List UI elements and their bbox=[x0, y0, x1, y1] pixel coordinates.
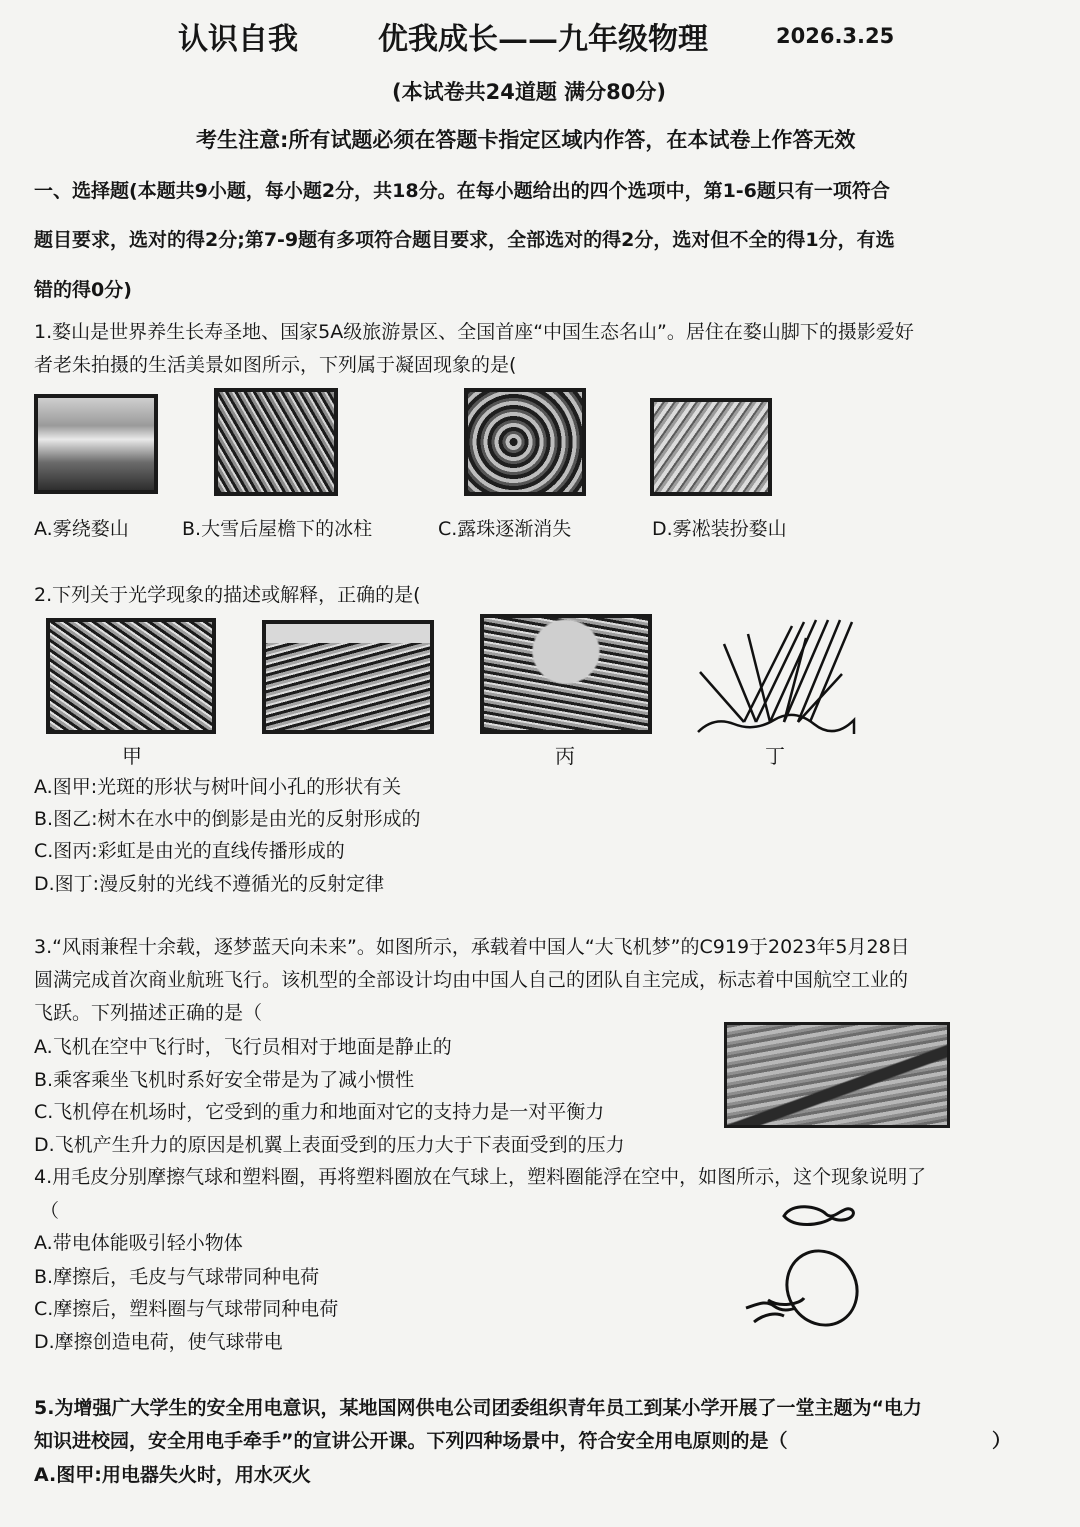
q5-line2: 知识进校园，安全用电手牵手”的宣讲公开课。下列四种场景中，符合安全用电原则的是（ bbox=[34, 1430, 788, 1452]
q5-option-a: A.图甲:用电器失火时，用水灭火 bbox=[34, 1464, 311, 1486]
q1-line1: 1.婺山是世界养生长寿圣地、国家5A级旅游景区、全国首座“中国生态名山”。居住在婺山脚下的摄影爱好 bbox=[34, 321, 914, 343]
q2-option-d: D.图丁:漫反射的光线不遵循光的反射定律 bbox=[34, 873, 385, 895]
q5-bracket-end: ） bbox=[992, 1430, 1012, 1452]
q1-option-a: A.雾绕婺山 bbox=[34, 518, 129, 540]
q2-figure-jia bbox=[46, 618, 216, 734]
q1-photo-a bbox=[34, 394, 158, 494]
exam-title-right: 优我成长——九年级物理 bbox=[378, 22, 708, 57]
q2-option-c: C.图丙:彩虹是由光的直线传播形成的 bbox=[34, 840, 345, 862]
q2-option-b: B.图乙:树木在水中的倒影是由光的反射形成的 bbox=[34, 808, 421, 830]
q2-figure-ding-diffuse-reflection bbox=[694, 614, 860, 736]
exam-subtitle: (本试卷共24道题 满分80分) bbox=[392, 80, 666, 104]
q3-line3: 飞跃。下列描述正确的是（ bbox=[34, 1002, 263, 1024]
q4-option-a: A.带电体能吸引轻小物体 bbox=[34, 1232, 243, 1254]
q2-label-ding: 丁 bbox=[765, 744, 785, 768]
q1-option-c: C.露珠逐渐消失 bbox=[438, 518, 572, 540]
q4-figure-balloon-ring bbox=[740, 1196, 870, 1338]
q2-label-bing: 丙 bbox=[555, 744, 575, 768]
exam-title-left: 认识自我 bbox=[178, 22, 298, 57]
q4-option-d: D.摩擦创造电荷，使气球带电 bbox=[34, 1331, 283, 1353]
q3-line2: 圆满完成首次商业航班飞行。该机型的全部设计均由中国人自己的团队自主完成，标志着中国航空工业的 bbox=[34, 969, 909, 991]
exam-date: 2026.3.25 bbox=[776, 24, 895, 48]
q4-option-c: C.摩擦后，塑料圈与气球带同种电荷 bbox=[34, 1298, 339, 1320]
q3-photo-c919 bbox=[724, 1022, 950, 1128]
q4-line2: （ bbox=[40, 1200, 60, 1222]
exam-notice: 考生注意:所有试题必须在答题卡指定区域内作答，在本试卷上作答无效 bbox=[196, 128, 856, 152]
q2-figure-bing bbox=[480, 614, 652, 734]
q1-option-d: D.雾凇装扮婺山 bbox=[652, 518, 787, 540]
q1-photo-c bbox=[464, 388, 586, 496]
q4-line1: 4.用毛皮分别摩擦气球和塑料圈，再将塑料圈放在气球上，塑料圈能浮在空中，如图所示，这个现象说明了 bbox=[34, 1166, 927, 1188]
q1-photo-d bbox=[650, 398, 772, 496]
q2-figure-yi bbox=[262, 620, 434, 734]
q1-line2: 者老朱拍摄的生活美景如图所示，下列属于凝固现象的是( bbox=[34, 354, 517, 376]
q3-option-a: A.飞机在空中飞行时，飞行员相对于地面是静止的 bbox=[34, 1036, 452, 1058]
section-intro-line3: 错的得0分) bbox=[34, 279, 132, 301]
q3-option-b: B.乘客乘坐飞机时系好安全带是为了减小惯性 bbox=[34, 1069, 415, 1091]
section-intro-line2: 题目要求，选对的得2分;第7-9题有多项符合题目要求，全部选对的得2分，选对但不全的得1分，有选 bbox=[34, 229, 895, 251]
q1-photo-b bbox=[214, 388, 338, 496]
q2-option-a: A.图甲:光斑的形状与树叶间小孔的形状有关 bbox=[34, 776, 402, 798]
q1-option-b: B.大雪后屋檐下的冰柱 bbox=[182, 518, 373, 540]
q3-line1: 3.“风雨兼程十余载，逐梦蓝天向未来”。如图所示，承载着中国人“大飞机梦”的C919于2023年5月28日 bbox=[34, 936, 910, 958]
section-intro-line1: 一、选择题(本题共9小题，每小题2分，共18分。在每小题给出的四个选项中，第1-6题只有一项符合 bbox=[34, 180, 890, 202]
q3-option-d: D.飞机产生升力的原因是机翼上表面受到的压力大于下表面受到的压力 bbox=[34, 1134, 625, 1156]
q5-line1: 5.为增强广大学生的安全用电意识，某地国网供电公司团委组织青年员工到某小学开展了一堂主题为“电力 bbox=[34, 1397, 922, 1419]
q4-option-b: B.摩擦后，毛皮与气球带同种电荷 bbox=[34, 1266, 320, 1288]
q2-line1: 2.下列关于光学现象的描述或解释，正确的是( bbox=[34, 584, 421, 606]
q2-label-jia: 甲 bbox=[122, 744, 142, 768]
q3-option-c: C.飞机停在机场时，它受到的重力和地面对它的支持力是一对平衡力 bbox=[34, 1101, 605, 1123]
